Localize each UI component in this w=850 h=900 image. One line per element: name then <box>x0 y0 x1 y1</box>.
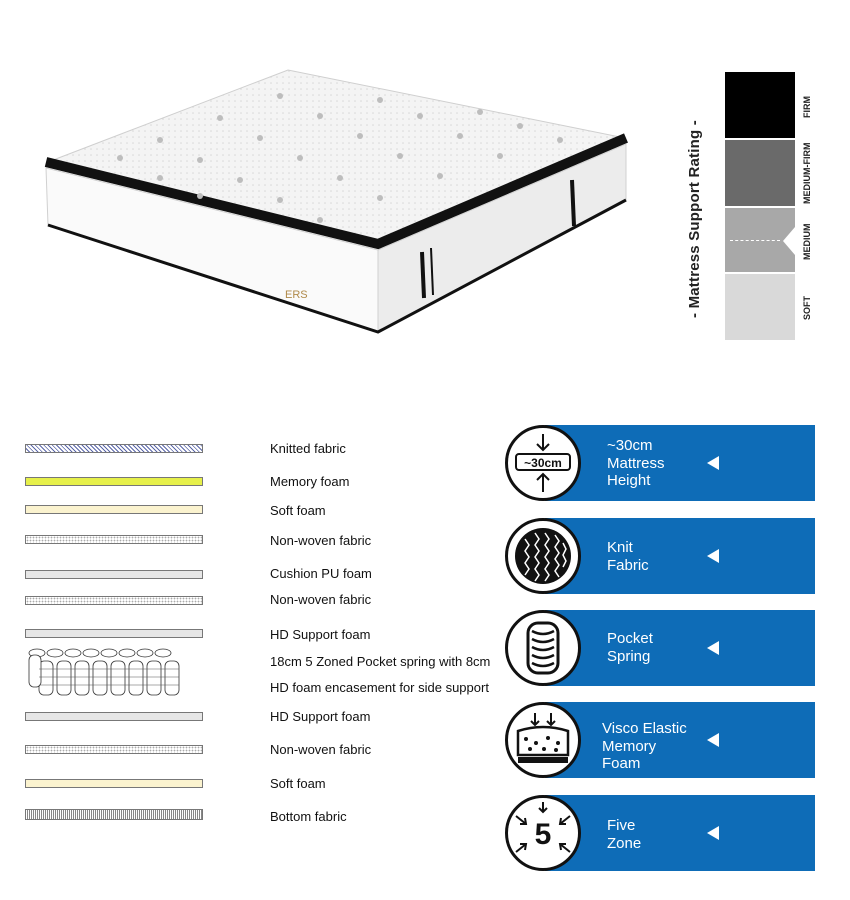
layer-swatch-non-woven-fabric <box>25 745 203 754</box>
feature-text-line: ~30cm <box>607 437 653 454</box>
layer-label: 18cm 5 Zoned Pocket spring with 8cm <box>270 654 491 669</box>
ruler-height-icon <box>505 425 581 501</box>
rating-level-soft <box>725 274 795 340</box>
five-zone-icon <box>505 795 581 871</box>
rating-indicator-line <box>730 240 780 241</box>
feature-text-line: Mattress <box>607 454 665 472</box>
layer-swatch-memory-foam <box>25 477 203 486</box>
layer-swatch-cushion-pu-foam <box>25 570 203 579</box>
feature-text-line: Zone <box>607 834 642 852</box>
feature-band <box>545 610 815 686</box>
rating-title: - Mattress Support Rating - <box>686 120 703 318</box>
layer-swatch-soft-foam <box>25 779 203 788</box>
layer-swatch-hd-support-foam <box>25 629 203 638</box>
feature-band <box>545 795 815 871</box>
feature-text-line: Foam <box>602 755 641 772</box>
feature-text-line: Visco Elastic <box>602 720 687 737</box>
mattress-image <box>40 50 640 350</box>
rating-label-medium-firm: MEDIUM-FIRM <box>802 142 812 204</box>
rating-label-firm: FIRM <box>802 96 812 118</box>
layer-label: Soft foam <box>270 776 326 791</box>
feature-band <box>545 518 815 594</box>
feature-text-line: Pocket <box>607 630 653 647</box>
five-zone-badge-text: 5 <box>534 818 552 851</box>
rating-level-medium-firm <box>725 140 795 206</box>
triangle-left-icon <box>707 456 719 470</box>
brand-mark: ERS <box>285 289 308 301</box>
layer-swatch-soft-foam <box>25 505 203 514</box>
memory-foam-icon <box>505 702 581 778</box>
triangle-left-icon <box>707 733 719 747</box>
layer-label: Knitted fabric <box>270 441 346 456</box>
layer-swatch-non-woven-fabric <box>25 535 203 544</box>
triangle-left-icon <box>707 641 719 655</box>
layer-swatch-hd-support-foam <box>25 712 203 721</box>
feature-band <box>545 425 815 501</box>
feature-text-line: Five <box>607 817 636 834</box>
pocket-springs-illustration <box>25 645 195 701</box>
feature-text-line: Height <box>607 472 651 489</box>
pocket-spring-icon <box>505 610 581 686</box>
rating-label-medium: MEDIUM <box>802 223 812 260</box>
feature-text-line: Spring <box>607 647 651 665</box>
feature-text-line: Memory <box>602 737 657 755</box>
layer-label: Bottom fabric <box>270 809 347 824</box>
layer-label: HD Support foam <box>270 709 371 724</box>
layer-label: HD Support foam <box>270 627 371 642</box>
layer-label: HD foam encasement for side support <box>270 680 489 695</box>
knit-fabric-icon <box>505 518 581 594</box>
feature-height <box>505 425 815 501</box>
layer-label: Cushion PU foam <box>270 566 372 581</box>
layer-swatch-bottom-fabric <box>25 809 203 820</box>
rating-level-firm <box>725 72 795 138</box>
feature-text-line: Knit <box>607 539 633 556</box>
height-badge-text: ~30cm <box>524 456 562 470</box>
layer-label: Soft foam <box>270 503 326 518</box>
triangle-left-icon <box>707 826 719 840</box>
rating-label-soft: SOFT <box>802 296 812 320</box>
feature-five-zone <box>505 795 815 871</box>
feature-memory-foam <box>505 702 815 778</box>
triangle-left-icon <box>707 549 719 563</box>
feature-knit-fabric <box>505 518 815 594</box>
layer-label: Non-woven fabric <box>270 742 372 757</box>
layer-label: Non-woven fabric <box>270 533 372 548</box>
layer-swatch-knitted-fabric <box>25 444 203 453</box>
layer-swatch-non-woven-fabric <box>25 596 203 605</box>
layer-label: Memory foam <box>270 474 350 489</box>
layer-label: Non-woven fabric <box>270 592 372 607</box>
feature-text-line: Fabric <box>607 556 649 574</box>
rating-pointer-icon <box>783 227 795 255</box>
feature-pocket-spring <box>505 610 815 686</box>
